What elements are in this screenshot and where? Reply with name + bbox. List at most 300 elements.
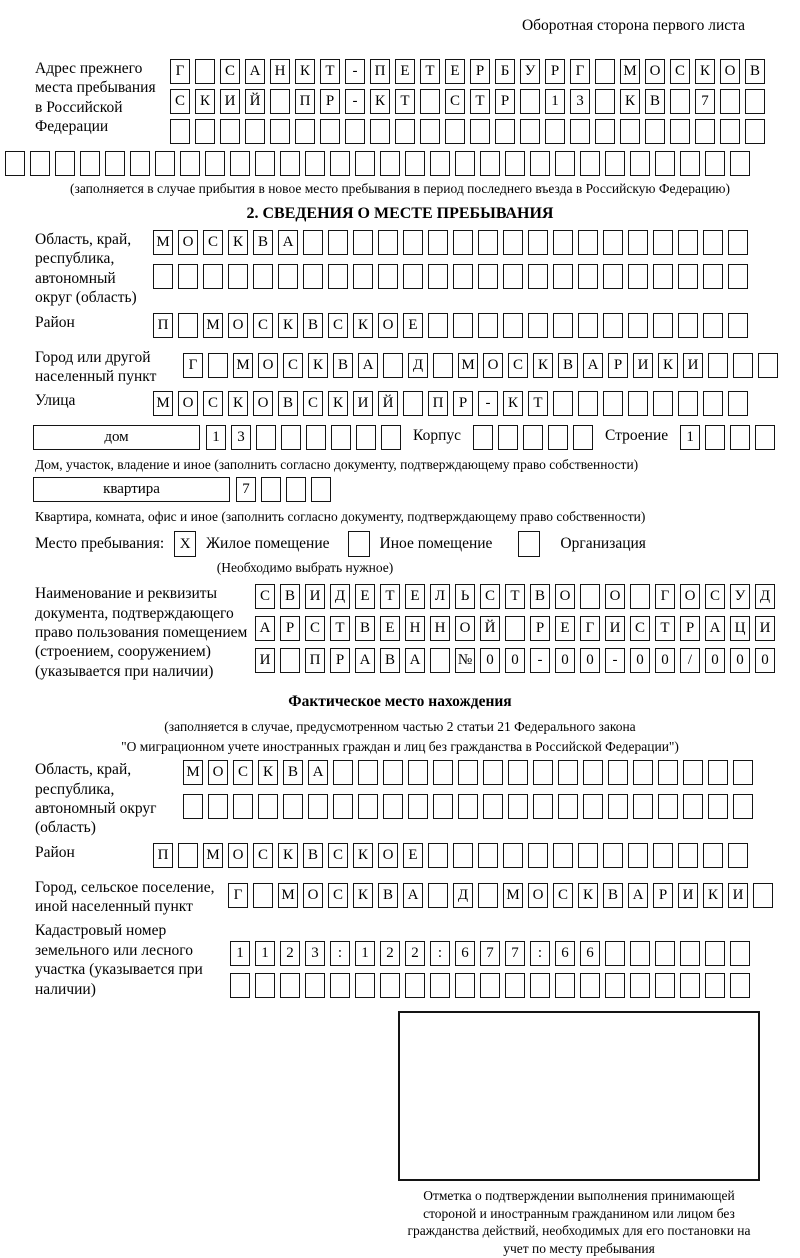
char-box[interactable]: Й: [245, 89, 265, 114]
char-box[interactable]: А: [583, 353, 603, 378]
char-box[interactable]: [455, 973, 475, 998]
char-box[interactable]: Е: [405, 584, 425, 609]
char-box[interactable]: [278, 264, 298, 289]
char-box[interactable]: [653, 230, 673, 255]
char-box[interactable]: О: [208, 760, 228, 785]
char-box[interactable]: И: [755, 616, 775, 641]
char-box[interactable]: Г: [580, 616, 600, 641]
char-box[interactable]: С: [233, 760, 253, 785]
char-box[interactable]: [430, 973, 450, 998]
char-box[interactable]: [605, 973, 625, 998]
char-box[interactable]: [630, 973, 650, 998]
char-box[interactable]: И: [633, 353, 653, 378]
char-box[interactable]: [253, 264, 273, 289]
char-box[interactable]: [523, 425, 543, 450]
char-box[interactable]: [358, 794, 378, 819]
char-box[interactable]: [558, 794, 578, 819]
char-box[interactable]: 0: [730, 648, 750, 673]
char-box[interactable]: Т: [395, 89, 415, 114]
char-box[interactable]: [478, 843, 498, 868]
char-box[interactable]: А: [358, 353, 378, 378]
char-box[interactable]: [180, 151, 200, 176]
char-box[interactable]: П: [295, 89, 315, 114]
char-box[interactable]: [130, 151, 150, 176]
char-box[interactable]: Г: [655, 584, 675, 609]
char-box[interactable]: [605, 941, 625, 966]
char-box[interactable]: [503, 843, 523, 868]
char-box[interactable]: [628, 264, 648, 289]
char-box[interactable]: 7: [695, 89, 715, 114]
char-box[interactable]: №: [455, 648, 475, 673]
char-box[interactable]: [495, 119, 515, 144]
char-box[interactable]: К: [370, 89, 390, 114]
char-box[interactable]: П: [153, 313, 173, 338]
char-box[interactable]: К: [278, 843, 298, 868]
char-box[interactable]: [305, 973, 325, 998]
char-box[interactable]: -: [345, 59, 365, 84]
char-box[interactable]: О: [178, 391, 198, 416]
char-box[interactable]: [520, 119, 540, 144]
char-box[interactable]: [345, 119, 365, 144]
char-box[interactable]: С: [255, 584, 275, 609]
char-box[interactable]: О: [378, 843, 398, 868]
char-box[interactable]: [578, 843, 598, 868]
char-box[interactable]: [678, 264, 698, 289]
char-box[interactable]: Д: [408, 353, 428, 378]
char-box[interactable]: В: [280, 584, 300, 609]
char-box[interactable]: Р: [320, 89, 340, 114]
char-box[interactable]: [655, 973, 675, 998]
char-box[interactable]: И: [728, 883, 748, 908]
char-box[interactable]: 0: [630, 648, 650, 673]
char-box[interactable]: [395, 119, 415, 144]
char-box[interactable]: [280, 151, 300, 176]
char-box[interactable]: А: [278, 230, 298, 255]
char-box[interactable]: К: [228, 391, 248, 416]
char-box[interactable]: С: [203, 391, 223, 416]
char-box[interactable]: И: [605, 616, 625, 641]
char-box[interactable]: 7: [505, 941, 525, 966]
char-box[interactable]: -: [530, 648, 550, 673]
char-box[interactable]: 6: [455, 941, 475, 966]
char-box[interactable]: [653, 264, 673, 289]
char-box[interactable]: [553, 313, 573, 338]
char-box[interactable]: [683, 760, 703, 785]
char-box[interactable]: Г: [183, 353, 203, 378]
char-box[interactable]: [295, 119, 315, 144]
char-box[interactable]: [405, 973, 425, 998]
char-box[interactable]: К: [295, 59, 315, 84]
char-box[interactable]: Й: [378, 391, 398, 416]
char-box[interactable]: [653, 391, 673, 416]
char-box[interactable]: [455, 151, 475, 176]
char-box[interactable]: [703, 313, 723, 338]
char-box[interactable]: [356, 425, 376, 450]
char-box[interactable]: А: [245, 59, 265, 84]
char-box[interactable]: [630, 584, 650, 609]
char-box[interactable]: 0: [505, 648, 525, 673]
char-box[interactable]: [453, 843, 473, 868]
char-box[interactable]: [105, 151, 125, 176]
char-box[interactable]: В: [303, 313, 323, 338]
char-box[interactable]: Р: [280, 616, 300, 641]
char-box[interactable]: Т: [420, 59, 440, 84]
char-box[interactable]: Т: [528, 391, 548, 416]
char-box[interactable]: И: [678, 883, 698, 908]
char-box[interactable]: [573, 425, 593, 450]
char-box[interactable]: [383, 353, 403, 378]
char-box[interactable]: [453, 313, 473, 338]
char-box[interactable]: [728, 391, 748, 416]
char-box[interactable]: [480, 973, 500, 998]
char-box[interactable]: 3: [231, 425, 251, 450]
char-box[interactable]: [755, 425, 775, 450]
char-box[interactable]: К: [258, 760, 278, 785]
char-box[interactable]: [433, 353, 453, 378]
char-box[interactable]: [505, 973, 525, 998]
char-box[interactable]: В: [603, 883, 623, 908]
char-box[interactable]: [353, 264, 373, 289]
char-box[interactable]: Р: [530, 616, 550, 641]
char-box[interactable]: [228, 264, 248, 289]
char-box[interactable]: М: [153, 391, 173, 416]
char-box[interactable]: [603, 391, 623, 416]
char-box[interactable]: П: [305, 648, 325, 673]
char-box[interactable]: [328, 264, 348, 289]
char-box[interactable]: С: [303, 391, 323, 416]
char-box[interactable]: Т: [655, 616, 675, 641]
char-box[interactable]: [428, 883, 448, 908]
char-box[interactable]: [428, 843, 448, 868]
char-box[interactable]: Р: [653, 883, 673, 908]
char-box[interactable]: [730, 425, 750, 450]
char-box[interactable]: [408, 760, 428, 785]
char-box[interactable]: М: [503, 883, 523, 908]
char-box[interactable]: [608, 760, 628, 785]
char-box[interactable]: 0: [655, 648, 675, 673]
char-box[interactable]: К: [328, 391, 348, 416]
char-box[interactable]: [381, 425, 401, 450]
checkbox-inoe[interactable]: [348, 531, 370, 557]
char-box[interactable]: [733, 353, 753, 378]
char-box[interactable]: [245, 119, 265, 144]
char-box[interactable]: [453, 264, 473, 289]
char-box[interactable]: [280, 648, 300, 673]
char-box[interactable]: [458, 760, 478, 785]
char-box[interactable]: [153, 264, 173, 289]
char-box[interactable]: [653, 313, 673, 338]
char-box[interactable]: Б: [495, 59, 515, 84]
char-box[interactable]: И: [305, 584, 325, 609]
char-box[interactable]: [530, 151, 550, 176]
char-box[interactable]: П: [428, 391, 448, 416]
char-box[interactable]: [458, 794, 478, 819]
char-box[interactable]: [670, 89, 690, 114]
char-box[interactable]: [628, 230, 648, 255]
char-box[interactable]: [233, 794, 253, 819]
char-box[interactable]: К: [353, 843, 373, 868]
char-box[interactable]: [383, 760, 403, 785]
char-box[interactable]: В: [745, 59, 765, 84]
char-box[interactable]: М: [458, 353, 478, 378]
char-box[interactable]: Е: [355, 584, 375, 609]
char-box[interactable]: [330, 151, 350, 176]
char-box[interactable]: [745, 89, 765, 114]
char-box[interactable]: С: [220, 59, 240, 84]
char-box[interactable]: Н: [270, 59, 290, 84]
char-box[interactable]: М: [620, 59, 640, 84]
char-box[interactable]: В: [278, 391, 298, 416]
char-box[interactable]: [703, 843, 723, 868]
char-box[interactable]: 1: [230, 941, 250, 966]
char-box[interactable]: Е: [555, 616, 575, 641]
char-box[interactable]: К: [620, 89, 640, 114]
char-box[interactable]: Г: [228, 883, 248, 908]
char-box[interactable]: [678, 391, 698, 416]
char-box[interactable]: [595, 119, 615, 144]
char-box[interactable]: [620, 119, 640, 144]
char-box[interactable]: К: [308, 353, 328, 378]
char-box[interactable]: Е: [403, 843, 423, 868]
char-box[interactable]: [155, 151, 175, 176]
char-box[interactable]: [558, 760, 578, 785]
char-box[interactable]: 0: [705, 648, 725, 673]
char-box[interactable]: [328, 230, 348, 255]
char-box[interactable]: [720, 89, 740, 114]
char-box[interactable]: [705, 151, 725, 176]
char-box[interactable]: У: [730, 584, 750, 609]
char-box[interactable]: 0: [480, 648, 500, 673]
char-box[interactable]: О: [528, 883, 548, 908]
char-box[interactable]: [205, 151, 225, 176]
char-box[interactable]: В: [303, 843, 323, 868]
char-box[interactable]: [178, 843, 198, 868]
char-box[interactable]: [580, 973, 600, 998]
char-box[interactable]: [445, 119, 465, 144]
checkbox-zhiloe[interactable]: X: [174, 531, 196, 557]
char-box[interactable]: Ь: [455, 584, 475, 609]
char-box[interactable]: О: [455, 616, 475, 641]
char-box[interactable]: С: [553, 883, 573, 908]
char-box[interactable]: [655, 941, 675, 966]
char-box[interactable]: [695, 119, 715, 144]
char-box[interactable]: [483, 760, 503, 785]
char-box[interactable]: В: [283, 760, 303, 785]
char-box[interactable]: Р: [545, 59, 565, 84]
char-box[interactable]: О: [258, 353, 278, 378]
char-box[interactable]: [580, 584, 600, 609]
char-box[interactable]: [553, 230, 573, 255]
char-box[interactable]: [473, 425, 493, 450]
char-box[interactable]: [703, 230, 723, 255]
char-box[interactable]: Е: [445, 59, 465, 84]
char-box[interactable]: [333, 760, 353, 785]
char-box[interactable]: 7: [236, 477, 256, 502]
char-box[interactable]: [208, 353, 228, 378]
char-box[interactable]: :: [330, 941, 350, 966]
char-box[interactable]: Н: [430, 616, 450, 641]
char-box[interactable]: Н: [405, 616, 425, 641]
char-box[interactable]: Т: [505, 584, 525, 609]
char-box[interactable]: [728, 313, 748, 338]
char-box[interactable]: [658, 760, 678, 785]
char-box[interactable]: К: [195, 89, 215, 114]
char-box[interactable]: М: [278, 883, 298, 908]
char-box[interactable]: О: [645, 59, 665, 84]
char-box[interactable]: В: [355, 616, 375, 641]
char-box[interactable]: [508, 760, 528, 785]
char-box[interactable]: 3: [305, 941, 325, 966]
char-box[interactable]: [428, 230, 448, 255]
char-box[interactable]: [705, 973, 725, 998]
char-box[interactable]: [5, 151, 25, 176]
char-box[interactable]: [403, 230, 423, 255]
char-box[interactable]: С: [445, 89, 465, 114]
char-box[interactable]: [708, 794, 728, 819]
char-box[interactable]: И: [683, 353, 703, 378]
char-box[interactable]: К: [533, 353, 553, 378]
char-box[interactable]: К: [658, 353, 678, 378]
char-box[interactable]: Г: [570, 59, 590, 84]
char-box[interactable]: [420, 89, 440, 114]
char-box[interactable]: [281, 425, 301, 450]
char-box[interactable]: Ц: [730, 616, 750, 641]
char-box[interactable]: 6: [580, 941, 600, 966]
char-box[interactable]: К: [703, 883, 723, 908]
char-box[interactable]: [595, 59, 615, 84]
char-box[interactable]: А: [355, 648, 375, 673]
char-box[interactable]: [728, 843, 748, 868]
char-box[interactable]: [708, 353, 728, 378]
char-box[interactable]: [708, 760, 728, 785]
char-box[interactable]: [270, 89, 290, 114]
char-box[interactable]: [183, 794, 203, 819]
char-box[interactable]: [170, 119, 190, 144]
char-box[interactable]: [528, 313, 548, 338]
char-box[interactable]: А: [628, 883, 648, 908]
char-box[interactable]: В: [558, 353, 578, 378]
char-box[interactable]: [256, 425, 276, 450]
char-box[interactable]: [230, 973, 250, 998]
char-box[interactable]: [753, 883, 773, 908]
char-box[interactable]: [553, 391, 573, 416]
char-box[interactable]: [548, 425, 568, 450]
char-box[interactable]: [678, 843, 698, 868]
char-box[interactable]: К: [503, 391, 523, 416]
char-box[interactable]: [478, 264, 498, 289]
char-box[interactable]: [380, 973, 400, 998]
char-box[interactable]: 1: [680, 425, 700, 450]
char-box[interactable]: М: [183, 760, 203, 785]
char-box[interactable]: [330, 973, 350, 998]
char-box[interactable]: [80, 151, 100, 176]
char-box[interactable]: С: [305, 616, 325, 641]
char-box[interactable]: С: [670, 59, 690, 84]
char-box[interactable]: Т: [320, 59, 340, 84]
char-box[interactable]: -: [605, 648, 625, 673]
char-box[interactable]: [628, 843, 648, 868]
char-box[interactable]: [628, 313, 648, 338]
char-box[interactable]: С: [480, 584, 500, 609]
char-box[interactable]: [553, 264, 573, 289]
char-box[interactable]: [630, 941, 650, 966]
char-box[interactable]: [655, 151, 675, 176]
char-box[interactable]: [730, 941, 750, 966]
char-box[interactable]: :: [530, 941, 550, 966]
char-box[interactable]: [286, 477, 306, 502]
char-box[interactable]: [280, 973, 300, 998]
char-box[interactable]: [433, 760, 453, 785]
char-box[interactable]: 2: [380, 941, 400, 966]
char-box[interactable]: С: [328, 313, 348, 338]
char-box[interactable]: [306, 425, 326, 450]
char-box[interactable]: [578, 313, 598, 338]
char-box[interactable]: Г: [170, 59, 190, 84]
char-box[interactable]: С: [328, 883, 348, 908]
char-box[interactable]: [208, 794, 228, 819]
char-box[interactable]: [505, 151, 525, 176]
char-box[interactable]: 6: [555, 941, 575, 966]
char-box[interactable]: А: [403, 883, 423, 908]
char-box[interactable]: [658, 794, 678, 819]
char-box[interactable]: С: [328, 843, 348, 868]
char-box[interactable]: 1: [545, 89, 565, 114]
char-box[interactable]: [630, 151, 650, 176]
char-box[interactable]: [483, 794, 503, 819]
char-box[interactable]: О: [483, 353, 503, 378]
char-box[interactable]: [555, 973, 575, 998]
char-box[interactable]: [653, 843, 673, 868]
char-box[interactable]: К: [278, 313, 298, 338]
char-box[interactable]: Д: [453, 883, 473, 908]
char-box[interactable]: О: [555, 584, 575, 609]
char-box[interactable]: [703, 391, 723, 416]
char-box[interactable]: [403, 391, 423, 416]
char-box[interactable]: А: [308, 760, 328, 785]
char-box[interactable]: [578, 230, 598, 255]
char-box[interactable]: [595, 89, 615, 114]
char-box[interactable]: С: [705, 584, 725, 609]
char-box[interactable]: [678, 313, 698, 338]
char-box[interactable]: [433, 794, 453, 819]
char-box[interactable]: А: [405, 648, 425, 673]
char-box[interactable]: [308, 794, 328, 819]
char-box[interactable]: [530, 973, 550, 998]
char-box[interactable]: Е: [403, 313, 423, 338]
char-box[interactable]: [428, 313, 448, 338]
char-box[interactable]: [270, 119, 290, 144]
char-box[interactable]: 1: [355, 941, 375, 966]
char-box[interactable]: Т: [330, 616, 350, 641]
char-box[interactable]: [678, 230, 698, 255]
char-box[interactable]: [203, 264, 223, 289]
char-box[interactable]: [305, 151, 325, 176]
char-box[interactable]: В: [380, 648, 400, 673]
char-box[interactable]: [680, 973, 700, 998]
char-box[interactable]: [178, 313, 198, 338]
char-box[interactable]: [383, 794, 403, 819]
char-box[interactable]: О: [303, 883, 323, 908]
char-box[interactable]: 0: [580, 648, 600, 673]
char-box[interactable]: [55, 151, 75, 176]
char-box[interactable]: В: [378, 883, 398, 908]
char-box[interactable]: [603, 843, 623, 868]
char-box[interactable]: [378, 264, 398, 289]
char-box[interactable]: Р: [330, 648, 350, 673]
char-box[interactable]: Й: [480, 616, 500, 641]
char-box[interactable]: [255, 973, 275, 998]
char-box[interactable]: [353, 230, 373, 255]
